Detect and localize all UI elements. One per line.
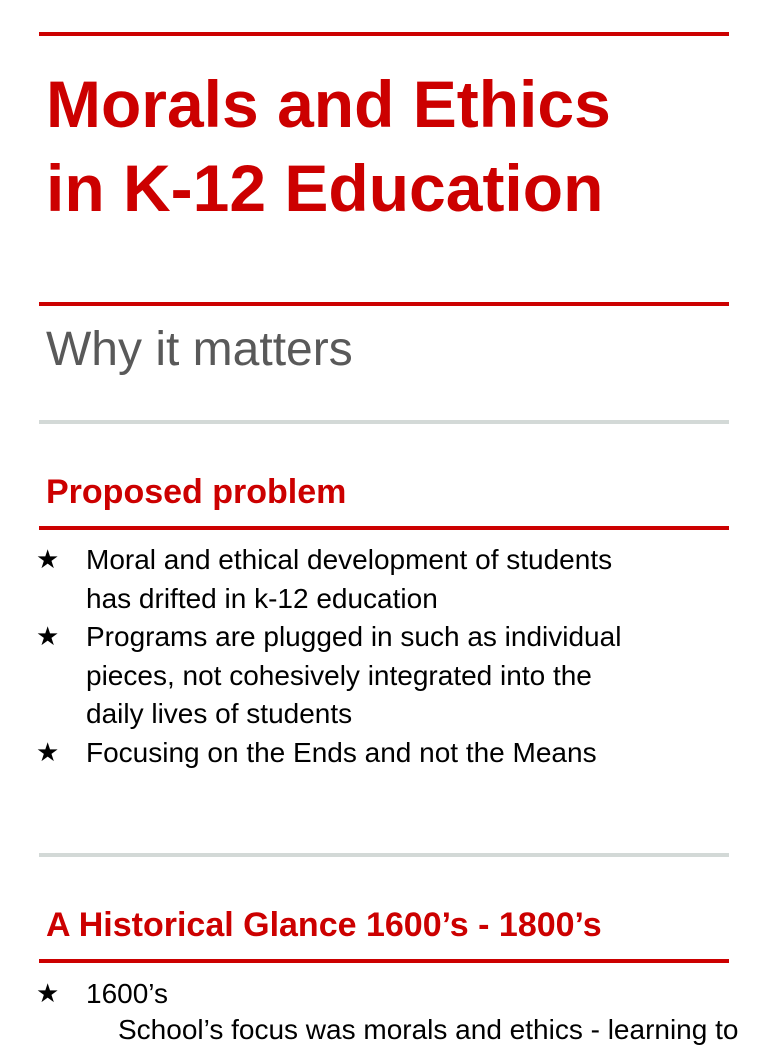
list-item: [36, 618, 621, 734]
section-heading-proposed-problem: Proposed problem: [46, 473, 347, 511]
top-divider: [39, 32, 729, 36]
star-bullet-icon: ★: [36, 737, 60, 768]
bullet-text-line: pieces, not cohesively integrated into the: [86, 659, 592, 691]
star-bullet-icon: ★: [36, 545, 60, 575]
bullet-text-line: Moral and ethical development of students: [86, 544, 613, 575]
bullet-text-line: Programs are plugged in such as individual: [86, 621, 622, 652]
bullet-text-line: 1600’s: [86, 978, 169, 1009]
list-item: [36, 734, 621, 773]
list-item: [36, 975, 168, 1014]
bullet-text-line: daily lives of students: [86, 698, 353, 729]
slide-separator: [39, 853, 729, 857]
title-line-2: in K-12 Education: [46, 151, 604, 225]
slide-separator: [39, 420, 729, 424]
subtitle: Why it matters: [46, 323, 353, 376]
list-item: [36, 541, 621, 618]
star-bullet-icon: ★: [36, 622, 60, 652]
sub-item-text-partial: School’s focus was morals and ethics - learning to: [118, 1014, 739, 1045]
star-bullet-icon: ★: [36, 979, 60, 1009]
bullet-text-line: has drifted in k-12 education: [86, 582, 438, 614]
bullet-list-history: [36, 975, 168, 1014]
bullet-list-problems: [36, 541, 621, 772]
page-title: [46, 62, 611, 230]
title-line-1: Morals and Ethics: [46, 67, 611, 141]
section-heading-historical-glance: A Historical Glance 1600’s - 1800’s: [46, 906, 602, 944]
bullet-text-line: Focusing on the Ends and not the Means: [86, 736, 597, 768]
title-divider: [39, 302, 729, 306]
heading-divider: [39, 526, 729, 530]
heading-divider: [39, 959, 729, 963]
